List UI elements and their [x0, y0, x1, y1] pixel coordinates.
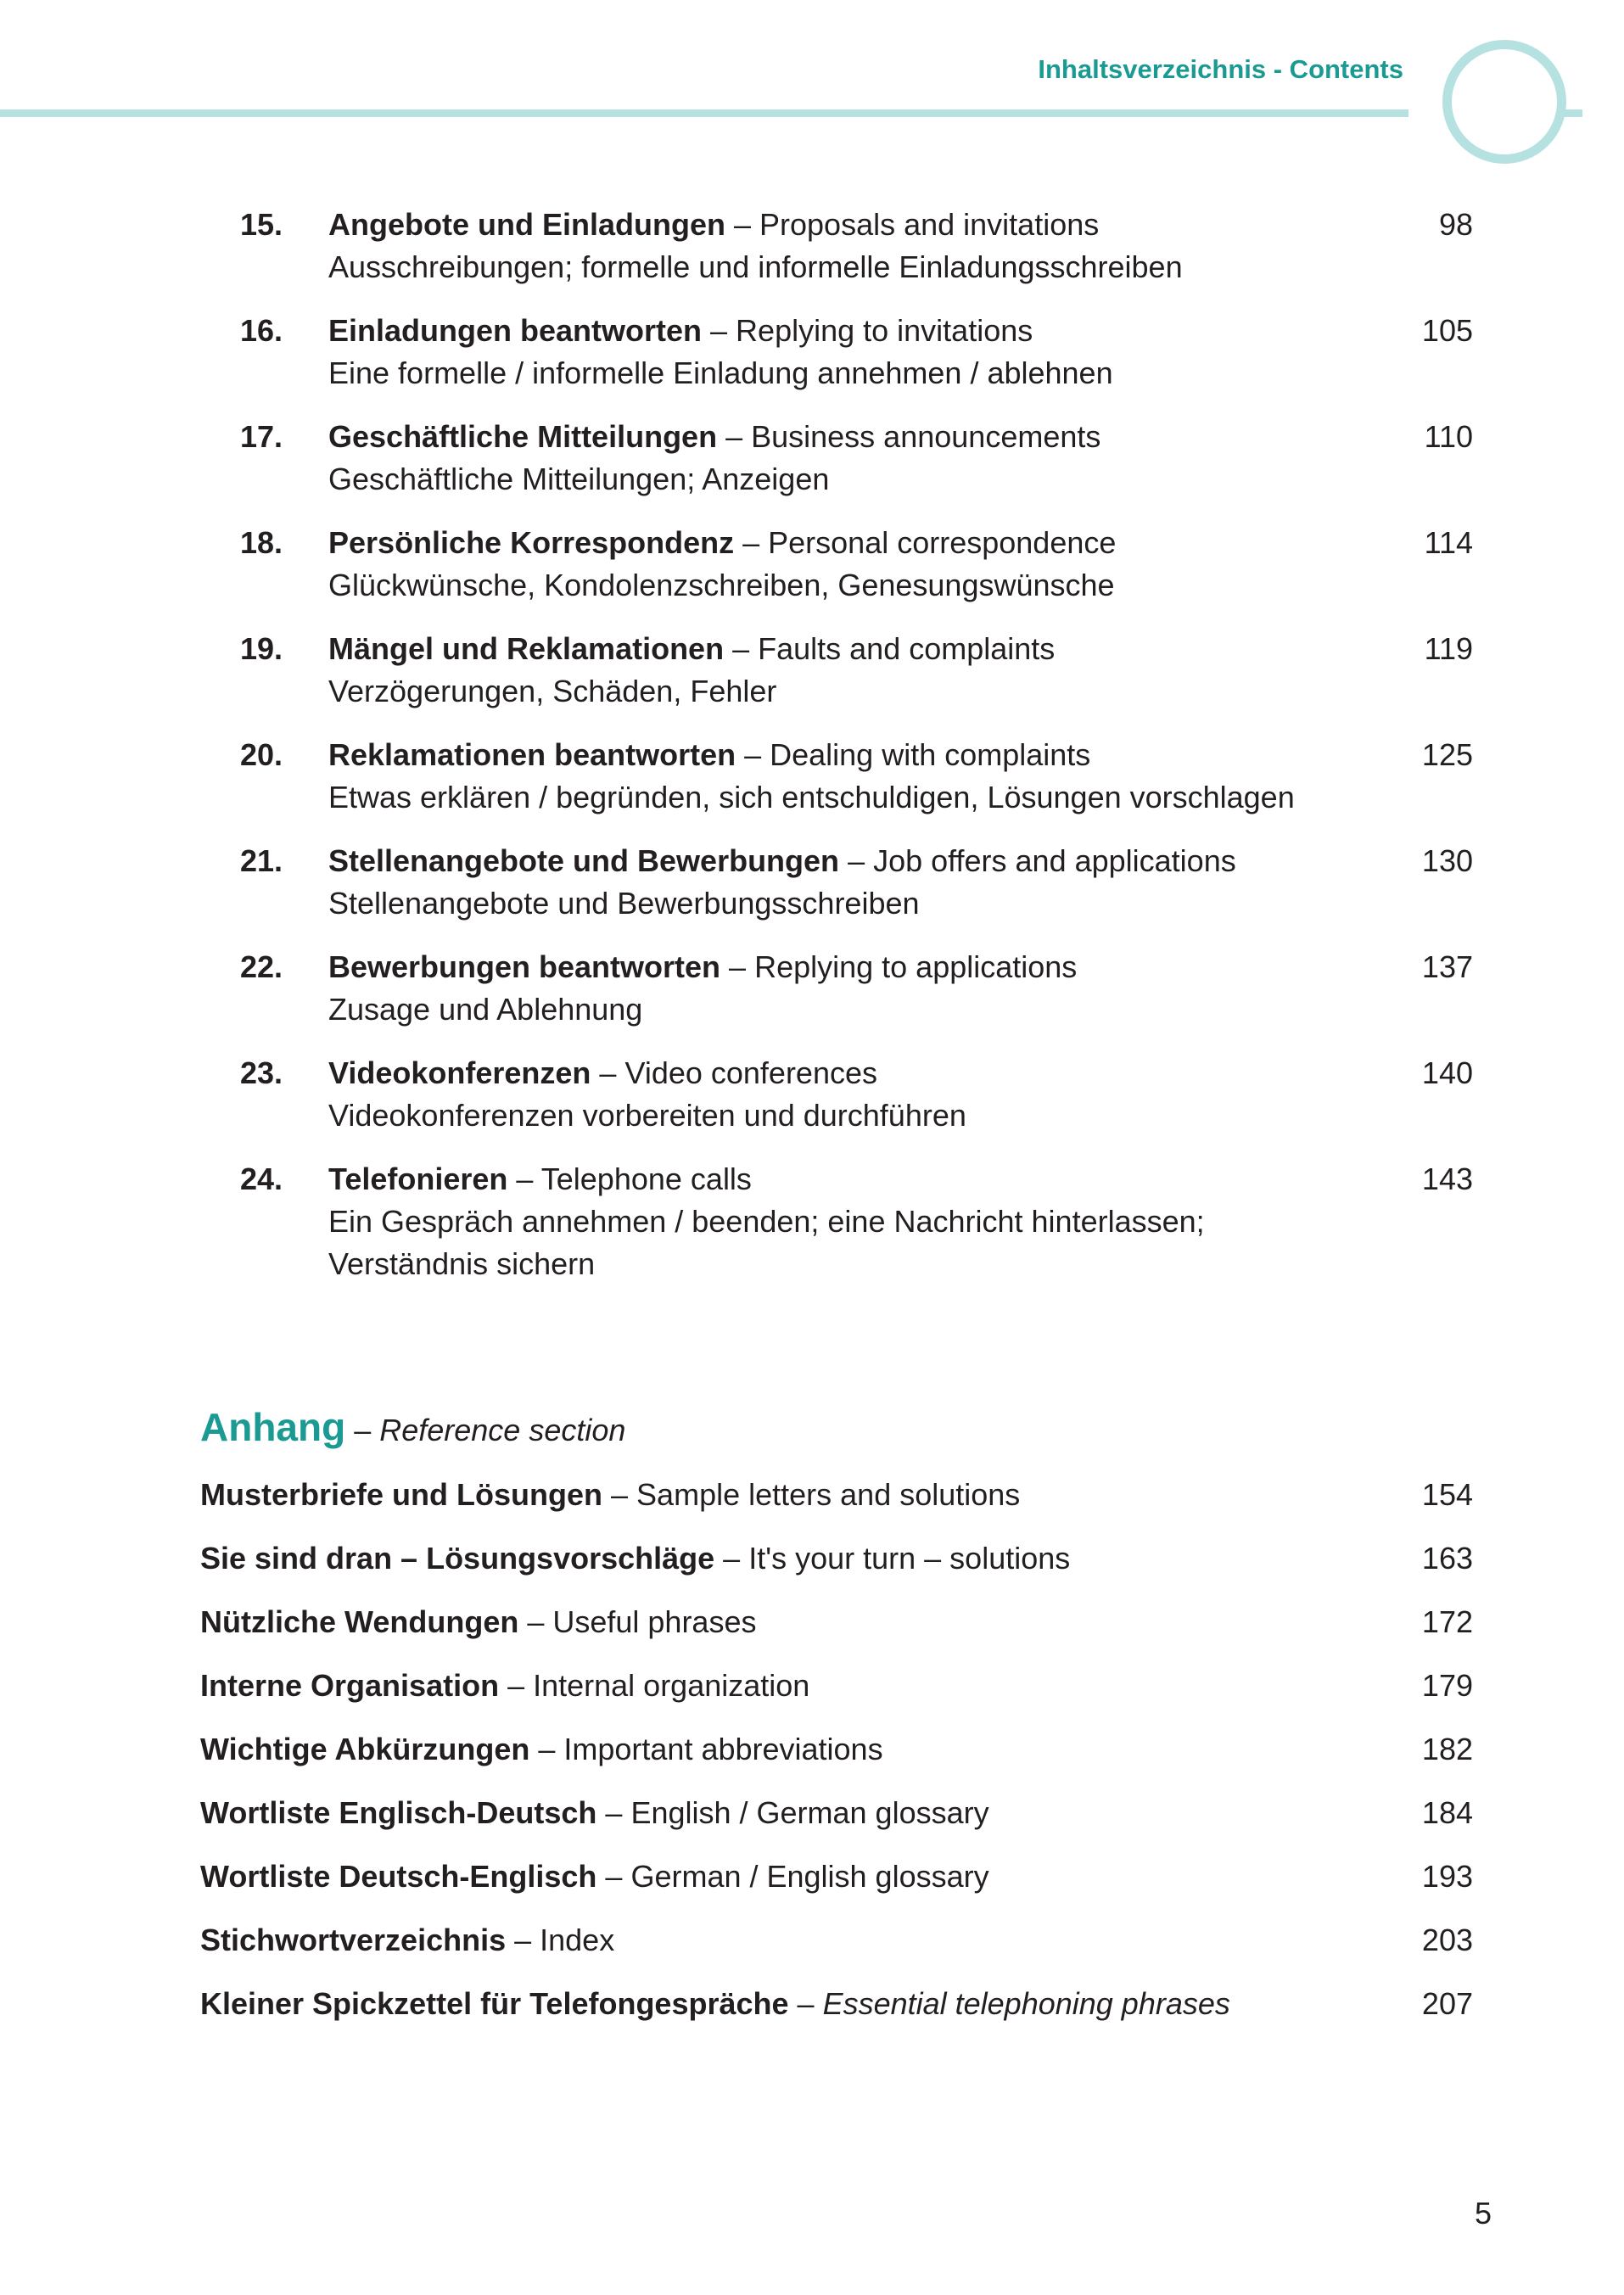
chapter-number: 20. [240, 737, 283, 772]
chapter-number: 24. [240, 1161, 283, 1196]
chapter-number: 17. [240, 419, 283, 454]
chapter-title-separator: – [734, 525, 769, 560]
reference-title-separator: – [518, 1604, 553, 1639]
running-header-title: Inhaltsverzeichnis - Contents [1038, 54, 1403, 84]
reference-title-de: Nützliche Wendungen [200, 1604, 519, 1639]
chapter-number: 22. [240, 949, 283, 984]
chapter-title [328, 1052, 877, 1094]
chapter-title [328, 734, 1090, 776]
reference-title [200, 1728, 883, 1771]
chapter-title [328, 1158, 752, 1201]
reference-title-separator: – [788, 1986, 823, 2021]
chapter-number: 16. [240, 313, 283, 348]
chapter-title-de: Mängel und Reklamationen [328, 631, 725, 666]
chapter-title-separator: – [724, 631, 759, 666]
chapter-title-en: Replying to invitations [736, 313, 1033, 348]
chapter-title-en: Job offers and applications [873, 843, 1236, 878]
chapter-title-en: Telephone calls [540, 1161, 752, 1196]
chapter-page-number: 119 [1424, 631, 1473, 666]
reference-title [200, 1537, 1070, 1580]
chapter-subtitle: Eine formelle / informelle Einladung annehmen / ablehnen [328, 355, 1113, 390]
reference-title [200, 1919, 614, 1962]
chapter-title-en: Dealing with complaints [770, 737, 1091, 772]
anhang-subtitle: Reference section [379, 1413, 626, 1447]
chapter-page-number: 137 [1421, 949, 1473, 984]
reference-title-en: Essential telephoning phrases [822, 1986, 1230, 2021]
reference-title [200, 1856, 989, 1898]
reference-title-de: Wortliste Deutsch-Englisch [200, 1859, 597, 1894]
chapter-title-en: Proposals and invitations [759, 207, 1100, 242]
reference-title-separator: – [499, 1668, 534, 1703]
chapter-title-separator: – [507, 1161, 541, 1196]
reference-title-de: Sie sind dran – Lösungsvorschläge [200, 1541, 715, 1576]
chapter-title [328, 946, 1077, 988]
chapter-title-de: Angebote und Einladungen [328, 207, 725, 242]
chapter-number: 15. [240, 207, 283, 242]
chapter-subtitle: Glückwünsche, Kondolenzschreiben, Genesungswünsche [328, 568, 1115, 602]
reference-title-en: Important abbreviations [563, 1732, 883, 1766]
reference-page-number: 207 [1421, 1986, 1473, 2021]
reference-page-number: 184 [1421, 1795, 1473, 1830]
chapter-subtitle: Stellenangebote und Bewerbungsschreiben [328, 886, 920, 921]
chapter-number: 19. [240, 631, 283, 666]
reference-title-de: Stichwortverzeichnis [200, 1923, 507, 1957]
chapter-page-number: 140 [1421, 1055, 1473, 1090]
chapter-title-en: Personal correspondence [768, 525, 1117, 560]
reference-title-en: Index [540, 1923, 615, 1957]
chapter-subtitle: Etwas erklären / begründen, sich entschuldigen, Lösungen vorschlagen [328, 780, 1295, 814]
reference-title [200, 1792, 989, 1834]
reference-title-separator: – [714, 1541, 749, 1576]
chapter-page-number: 143 [1421, 1161, 1473, 1196]
chapter-title-en: Faults and complaints [758, 631, 1056, 666]
chapter-subtitle: Ausschreibungen; formelle und informelle Einladungsschreiben [328, 249, 1183, 284]
chapter-title [328, 204, 1099, 246]
anhang-title: Anhang [200, 1405, 346, 1449]
reference-title-en: English / German glossary [630, 1795, 989, 1830]
chapter-title [328, 628, 1055, 670]
chapter-title-de: Einladungen beantworten [328, 313, 703, 348]
reference-title-separator: – [596, 1859, 631, 1894]
chapter-title-separator: – [717, 419, 752, 454]
chapter-page-number: 110 [1424, 419, 1473, 454]
chapter-number: 21. [240, 843, 283, 878]
chapter-subtitle: Verzögerungen, Schäden, Fehler [328, 674, 777, 708]
chapter-title-separator: – [725, 207, 759, 242]
chapter-title-separator: – [839, 843, 874, 878]
chapter-subtitle-line2: Verständnis sichern [328, 1246, 596, 1281]
chapter-title-separator: – [720, 949, 755, 984]
anhang-heading [200, 1404, 625, 1450]
chapter-title-de: Geschäftliche Mitteilungen [328, 419, 718, 454]
reference-title-separator: – [506, 1923, 540, 1957]
chapter-page-number: 130 [1421, 843, 1473, 878]
chapter-title-de: Stellenangebote und Bewerbungen [328, 843, 840, 878]
reference-page-number: 203 [1421, 1923, 1473, 1957]
reference-title-de: Kleiner Spickzettel für Telefongespräche [200, 1986, 789, 2021]
chapter-title [328, 522, 1116, 564]
chapter-subtitle: Zusage und Ablehnung [328, 992, 643, 1027]
chapter-subtitle: Videokonferenzen vorbereiten und durchführen [328, 1098, 966, 1133]
chapter-page-number: 105 [1421, 313, 1473, 348]
chapter-number: 18. [240, 525, 283, 560]
reference-title-en: It's your turn – solutions [748, 1541, 1071, 1576]
reference-title-de: Musterbriefe und Lösungen [200, 1477, 603, 1512]
chapter-page-number: 125 [1421, 737, 1473, 772]
chapter-title-separator: – [702, 313, 736, 348]
chapter-title-de: Telefonieren [328, 1161, 508, 1196]
chapter-number: 23. [240, 1055, 283, 1090]
chapter-title-separator: – [736, 737, 770, 772]
reference-page-number: 179 [1421, 1668, 1473, 1703]
chapter-title-de: Bewerbungen beantworten [328, 949, 721, 984]
reference-title [200, 1665, 809, 1707]
reference-title-separator: – [602, 1477, 637, 1512]
reference-title-en: German / English glossary [630, 1859, 989, 1894]
chapter-title-de: Persönliche Korrespondenz [328, 525, 735, 560]
chapter-page-number: 114 [1424, 525, 1473, 560]
reference-title-separator: – [596, 1795, 631, 1830]
reference-page-number: 154 [1421, 1477, 1473, 1512]
chapter-title [328, 416, 1100, 458]
chapter-title-de: Reklamationen beantworten [328, 737, 736, 772]
chapter-page-number: 98 [1438, 207, 1473, 242]
reference-title [200, 1983, 1230, 2025]
circle-decoration-icon [1442, 40, 1566, 164]
chapter-subtitle: Ein Gespräch annehmen / beenden; eine Nachricht hinterlassen; [328, 1204, 1205, 1239]
reference-title-en: Useful phrases [552, 1604, 757, 1639]
chapter-title [328, 310, 1033, 352]
chapter-title-en: Video conferences [624, 1055, 877, 1090]
reference-title-de: Wichtige Abkürzungen [200, 1732, 530, 1766]
chapter-subtitle: Geschäftliche Mitteilungen; Anzeigen [328, 462, 830, 496]
reference-title-de: Interne Organisation [200, 1668, 500, 1703]
reference-title-en: Sample letters and solutions [636, 1477, 1021, 1512]
reference-title-en: Internal organization [533, 1668, 810, 1703]
chapter-title-separator: – [591, 1055, 625, 1090]
reference-title [200, 1601, 756, 1643]
reference-title-de: Wortliste Englisch-Deutsch [200, 1795, 597, 1830]
chapter-title-de: Videokonferenzen [328, 1055, 591, 1090]
page-number: 5 [1474, 2196, 1492, 2231]
reference-page-number: 182 [1421, 1732, 1473, 1766]
reference-page-number: 172 [1421, 1604, 1473, 1639]
chapter-title-en: Replying to applications [754, 949, 1078, 984]
header-rule [0, 109, 1408, 117]
chapter-title [328, 840, 1236, 882]
chapter-title-en: Business announcements [751, 419, 1101, 454]
reference-page-number: 193 [1421, 1859, 1473, 1894]
reference-title-separator: – [529, 1732, 564, 1766]
reference-title [200, 1474, 1020, 1516]
reference-page-number: 163 [1421, 1541, 1473, 1576]
anhang-separator: – [345, 1413, 380, 1447]
